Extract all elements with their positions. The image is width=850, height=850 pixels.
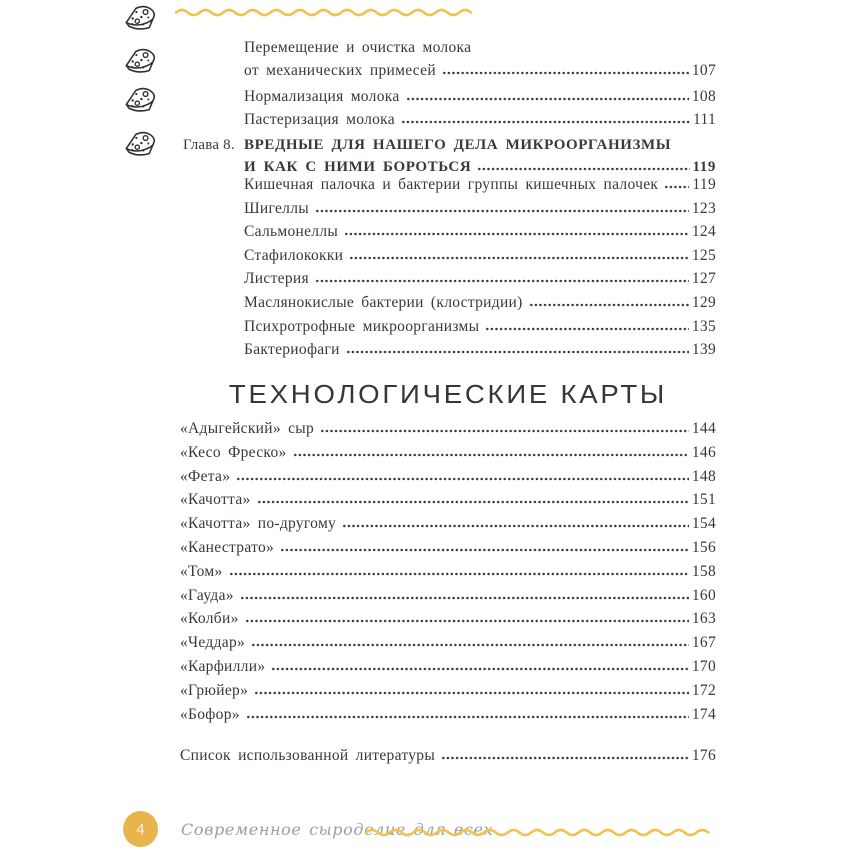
dotted-leader: [257, 500, 689, 504]
dotted-leader: [349, 256, 689, 260]
chapter8-title-line1: Глава 8. ВРЕДНЫЕ ДЛЯ НАШЕГО ДЕЛА МИКРООРГАНИЗМЫ: [183, 134, 716, 156]
wavy-line-decoration: [365, 826, 711, 839]
toc-entry-label: «Фета»: [180, 467, 231, 485]
dotted-leader: [529, 303, 689, 307]
dotted-leader: [236, 477, 689, 481]
chapter8-title-line2: И КАК С НИМИ БОРОТЬСЯ 119: [244, 156, 716, 178]
section-heading: ТЕХНОЛОГИЧЕСКИЕ КАРТЫ: [228, 379, 668, 409]
toc-entry-page: 156: [691, 538, 716, 556]
toc-entry-page: 127: [691, 270, 716, 288]
toc-entry-line1: Перемещение и очистка молока: [244, 39, 472, 56]
toc-entry[interactable]: [244, 86, 716, 109]
toc-entry[interactable]: [244, 244, 716, 268]
dotted-leader: [251, 643, 689, 647]
dotted-leader: [442, 71, 689, 75]
toc-entry-label: «Качотта»: [180, 491, 251, 509]
dotted-leader: [254, 691, 689, 695]
dotted-leader: [346, 350, 689, 354]
toc-entry-page: 107: [691, 61, 716, 79]
dotted-leader: [406, 97, 689, 101]
toc-entry-label: Нормализация молока: [244, 88, 400, 105]
toc-entry[interactable]: [244, 315, 716, 339]
toc-entry[interactable]: [180, 679, 716, 703]
chapter-number-label: Глава 8.: [183, 137, 235, 153]
toc-entry-label: «Чеддар»: [180, 634, 246, 652]
toc-entry-label: Листерия: [244, 270, 309, 288]
toc-entry[interactable]: [180, 745, 716, 767]
toc-entry-page: 119: [692, 176, 716, 193]
dotted-leader: [229, 572, 689, 576]
toc-entry-page: 154: [691, 515, 716, 533]
toc-entry-label: Список использованной литературы: [180, 747, 436, 764]
toc-entry-label: Бактериофаги: [244, 341, 340, 359]
toc-entry[interactable]: [180, 631, 716, 655]
toc-entry-label: Маслянокислые бактерии (клостридии): [244, 293, 523, 311]
toc-entry[interactable]: [180, 465, 716, 489]
dotted-leader: [280, 548, 689, 552]
toc-entry-page: 125: [691, 246, 716, 264]
toc-entry-page: 144: [691, 420, 716, 437]
running-footer-book-title: Современное сыроделие для всех: [181, 820, 494, 839]
toc-entry[interactable]: [244, 338, 716, 362]
toc-entry-label: Кишечная палочка и бактерии группы кишечных палочек: [244, 176, 659, 193]
toc-entry[interactable]: [244, 109, 716, 132]
toc-entry[interactable]: [244, 267, 716, 291]
dotted-leader: [344, 232, 689, 236]
toc-entry[interactable]: [180, 536, 716, 560]
dotted-leader: [271, 667, 688, 671]
toc-section-milk-prep: [244, 37, 716, 131]
cheese-icon: [124, 85, 157, 115]
toc-entry-page: 135: [691, 317, 716, 335]
toc-entry-page: 146: [691, 443, 716, 461]
page-number-badge: [123, 811, 158, 847]
toc-entry-page: 111: [693, 110, 716, 128]
toc-entry-page: 172: [691, 681, 716, 699]
toc-entry[interactable]: [244, 197, 716, 221]
toc-entry-page: 174: [691, 705, 716, 723]
toc-entry-label: Психротрофные микроорганизмы: [244, 317, 480, 335]
toc-entry-page: 139: [691, 341, 716, 359]
toc-section-bibliography: [180, 745, 716, 767]
dotted-leader: [315, 209, 689, 213]
toc-entry[interactable]: [244, 220, 716, 244]
toc-entry-label: Стафилококки: [244, 246, 344, 264]
dotted-leader: [401, 120, 690, 124]
toc-entry-page: 123: [691, 199, 716, 217]
toc-entry-label: «Бофор»: [180, 705, 240, 723]
dotted-leader: [664, 185, 689, 189]
dotted-leader: [246, 715, 689, 719]
dotted-leader: [342, 524, 689, 528]
toc-entry-label: «Том»: [180, 562, 223, 580]
dotted-leader: [485, 327, 688, 331]
toc-entry-page: 108: [691, 88, 716, 105]
toc-entry-label: «Колби»: [180, 610, 239, 628]
toc-entry[interactable]: [180, 512, 716, 536]
toc-entry-label: «Адыгейский» сыр: [180, 420, 315, 437]
toc-entry-label: «Канестрато»: [180, 538, 275, 556]
toc-entry[interactable]: [244, 291, 716, 315]
toc-entry-label: Сальмонеллы: [244, 223, 339, 241]
toc-entry-label: «Карфилли»: [180, 657, 266, 675]
dotted-leader: [240, 596, 689, 600]
dotted-leader: [293, 453, 689, 457]
toc-entry[interactable]: [180, 607, 716, 631]
toc-entry-page: 124: [691, 223, 716, 241]
toc-entry-page: 160: [691, 586, 716, 604]
toc-entry-page: 167: [691, 634, 716, 652]
toc-entry-page: 119: [692, 159, 716, 175]
toc-entry[interactable]: [180, 488, 716, 512]
toc-entry-page: 176: [691, 747, 716, 764]
toc-entry-label: Шигеллы: [244, 199, 309, 217]
page-number: 4: [136, 820, 145, 838]
toc-section-tech-cards: [180, 417, 716, 726]
toc-entry-page: 151: [691, 491, 716, 509]
toc-entry[interactable]: [180, 584, 716, 608]
dotted-leader: [315, 279, 689, 283]
toc-entry[interactable]: [180, 703, 716, 727]
toc-entry[interactable]: [180, 441, 716, 465]
toc-entry-label: «Гауда»: [180, 586, 234, 604]
toc-entry-label: «Качотта» по-другому: [180, 515, 337, 533]
toc-entry[interactable]: [180, 655, 716, 679]
toc-entry[interactable]: [180, 560, 716, 584]
toc-chapter8-entry[interactable]: [183, 134, 716, 178]
dotted-leader: [441, 756, 689, 760]
dotted-leader: [320, 429, 689, 433]
dotted-leader: [245, 619, 689, 623]
dotted-leader: [477, 167, 689, 171]
toc-section-microorganisms: [244, 173, 716, 362]
cheese-icon: [124, 3, 157, 33]
toc-entry-label: от механических примесей: [244, 61, 436, 79]
wavy-line-decoration: [175, 6, 483, 19]
toc-entry-page: 158: [691, 562, 716, 580]
toc-entry-page: 148: [691, 467, 716, 485]
toc-entry-page: 163: [691, 610, 716, 628]
toc-entry-page: 170: [691, 657, 716, 675]
toc-entry-label: «Грюйер»: [180, 681, 249, 699]
toc-entry[interactable]: [244, 173, 716, 197]
toc-entry-page: 129: [691, 293, 716, 311]
cheese-icon: [124, 46, 157, 76]
toc-entry[interactable]: [244, 60, 716, 83]
cheese-icon: [124, 129, 157, 159]
toc-entry-label: «Кесо Фреско»: [180, 443, 287, 461]
toc-entry-label: Пастеризация молока: [244, 110, 395, 128]
toc-entry[interactable]: [180, 417, 716, 441]
